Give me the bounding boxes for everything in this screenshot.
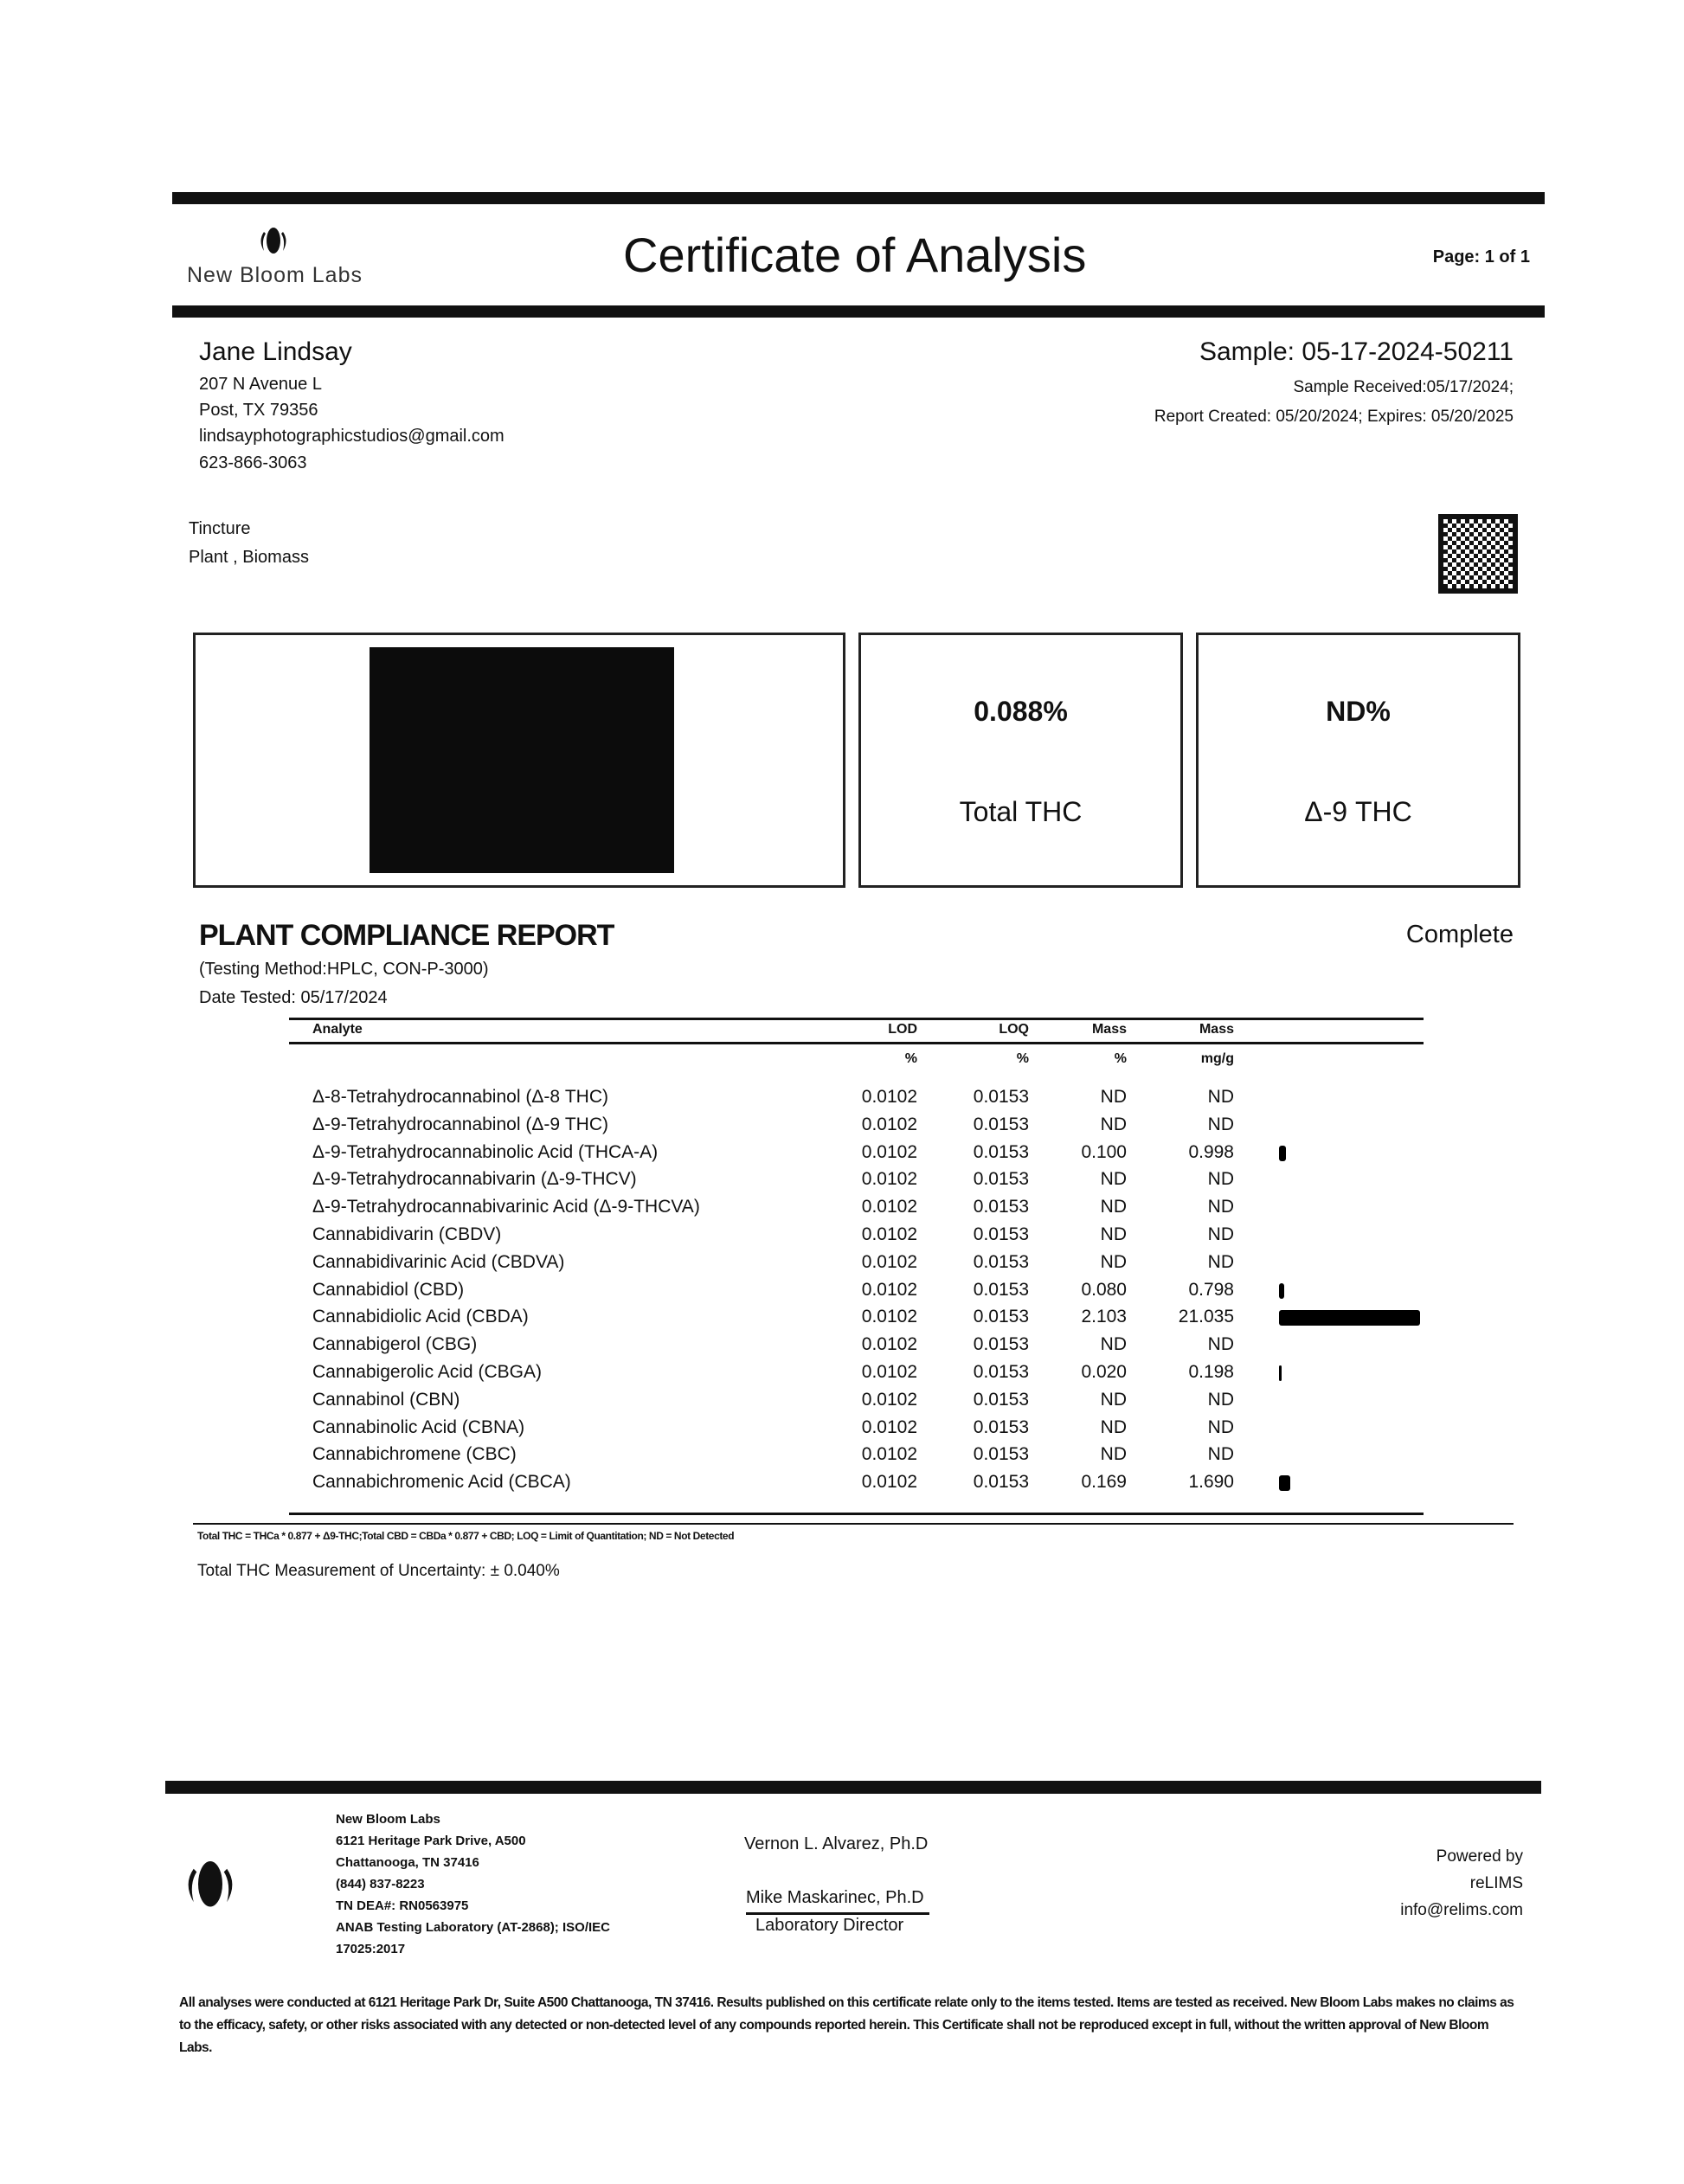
loq-value: 0.0153 <box>973 1141 1029 1162</box>
lod-value: 0.0102 <box>861 1307 917 1327</box>
table-row <box>0 1142 1684 1170</box>
mass-pct-value: ND <box>1100 1114 1127 1134</box>
col-analyte: Analyte <box>312 1022 363 1037</box>
analyte-name: Δ-9-Tetrahydrocannabivarin (Δ-9-THCV) <box>312 1169 637 1190</box>
loq-value: 0.0153 <box>973 1416 1029 1437</box>
sample-category: Plant , Biomass <box>189 548 309 567</box>
table-header-rule <box>289 1042 1424 1044</box>
lod-value: 0.0102 <box>861 1472 917 1493</box>
signer-2: Mike Maskarinec, Ph.D <box>746 1888 924 1907</box>
unit-mass-pct: % <box>1114 1051 1127 1066</box>
table-row <box>0 1224 1684 1252</box>
col-mass-mgg: Mass <box>1199 1022 1234 1037</box>
mass-mgg-value: ND <box>1207 1334 1234 1355</box>
table-row <box>0 1390 1684 1417</box>
concentration-bar <box>1279 1310 1420 1326</box>
footer-lab-line: ANAB Testing Laboratory (AT-2868); ISO/IEC <box>336 1920 610 1935</box>
lod-value: 0.0102 <box>861 1114 917 1134</box>
mass-pct-value: ND <box>1100 1169 1127 1190</box>
testing-method: (Testing Method:HPLC, CON-P-3000) <box>199 960 489 979</box>
analyte-name: Cannabidiolic Acid (CBDA) <box>312 1307 529 1327</box>
analyte-name: Δ-9-Tetrahydrocannabinolic Acid (THCA-A) <box>312 1141 659 1162</box>
lod-value: 0.0102 <box>861 1334 917 1355</box>
col-lod: LOD <box>888 1022 917 1037</box>
sample-id: Sample: 05-17-2024-50211 <box>1199 337 1514 366</box>
footer-logo-icon <box>180 1857 241 1918</box>
lod-value: 0.0102 <box>861 1224 917 1244</box>
mass-pct-value: ND <box>1100 1389 1127 1410</box>
lod-value: 0.0102 <box>861 1362 917 1382</box>
report-dates: Report Created: 05/20/2024; Expires: 05/20/2025 <box>1154 408 1514 426</box>
d9-thc-box <box>1196 633 1520 888</box>
lod-value: 0.0102 <box>861 1416 917 1437</box>
mass-pct-value: ND <box>1100 1224 1127 1244</box>
report-title: PLANT COMPLIANCE REPORT <box>199 919 614 952</box>
table-row <box>0 1280 1684 1307</box>
mass-pct-value: 0.100 <box>1081 1141 1127 1162</box>
table-row <box>0 1169 1684 1197</box>
mass-mgg-value: 0.998 <box>1188 1141 1234 1162</box>
footer-rule <box>165 1781 1541 1794</box>
table-row <box>0 1197 1684 1224</box>
loq-value: 0.0153 <box>973 1087 1029 1107</box>
loq-value: 0.0153 <box>973 1114 1029 1134</box>
date-tested: Date Tested: 05/17/2024 <box>199 988 388 1007</box>
analyte-name: Cannabidivarinic Acid (CBDVA) <box>312 1251 565 1272</box>
mass-pct-value: 2.103 <box>1081 1307 1127 1327</box>
mass-mgg-value: ND <box>1207 1444 1234 1465</box>
d9-thc-label: Δ-9 THC <box>1304 796 1412 827</box>
client-name: Jane Lindsay <box>199 337 352 366</box>
mass-mgg-value: ND <box>1207 1114 1234 1134</box>
d9-thc-value: ND% <box>1326 696 1391 727</box>
mass-mgg-value: 0.798 <box>1188 1279 1234 1300</box>
mass-pct-value: ND <box>1100 1251 1127 1272</box>
unit-mass-mgg: mg/g <box>1200 1051 1234 1066</box>
table-row <box>0 1362 1684 1390</box>
report-status: Complete <box>1405 921 1514 948</box>
mass-mgg-value: ND <box>1207 1389 1234 1410</box>
loq-value: 0.0153 <box>973 1279 1029 1300</box>
mass-pct-value: ND <box>1100 1087 1127 1107</box>
mass-pct-value: 0.080 <box>1081 1279 1127 1300</box>
table-row <box>0 1417 1684 1445</box>
signer-1: Vernon L. Alvarez, Ph.D <box>744 1834 929 1853</box>
loq-value: 0.0153 <box>973 1307 1029 1327</box>
mass-pct-value: ND <box>1100 1197 1127 1217</box>
loq-value: 0.0153 <box>973 1197 1029 1217</box>
table-row <box>0 1334 1684 1362</box>
signature-rule <box>746 1912 929 1915</box>
table-row <box>0 1252 1684 1280</box>
sample-received: Sample Received:05/17/2024; <box>1293 378 1514 396</box>
total-thc-label: Total THC <box>959 796 1083 827</box>
document-title: Certificate of Analysis <box>623 228 1087 282</box>
table-top-rule <box>289 1018 1424 1020</box>
top-rule <box>172 192 1545 204</box>
mass-mgg-value: 21.035 <box>1178 1307 1234 1327</box>
total-thc-box <box>858 633 1183 888</box>
loq-value: 0.0153 <box>973 1251 1029 1272</box>
analyte-name: Cannabigerolic Acid (CBGA) <box>312 1362 542 1382</box>
analyte-name: Δ-9-Tetrahydrocannabivarinic Acid (Δ-9-THCVA) <box>312 1197 700 1217</box>
total-thc-value: 0.088% <box>974 696 1068 727</box>
concentration-bar <box>1279 1475 1290 1491</box>
mass-mgg-value: ND <box>1207 1224 1234 1244</box>
signer-2-title: Laboratory Director <box>755 1916 904 1935</box>
unit-lod: % <box>904 1051 917 1066</box>
client-email: lindsayphotographicstudios@gmail.com <box>199 427 505 446</box>
table-bottom-rule <box>289 1513 1424 1515</box>
table-units-row <box>0 1051 1684 1079</box>
footer-lab-line: New Bloom Labs <box>336 1812 440 1827</box>
footnote-rule <box>193 1523 1514 1525</box>
lod-value: 0.0102 <box>861 1087 917 1107</box>
mass-mgg-value: 0.198 <box>1188 1362 1234 1382</box>
uncertainty: Total THC Measurement of Uncertainty: ± 0.040% <box>197 1562 560 1580</box>
analyte-name: Δ-9-Tetrahydrocannabinol (Δ-9 THC) <box>312 1114 609 1134</box>
mass-mgg-value: ND <box>1207 1251 1234 1272</box>
table-row <box>0 1307 1684 1334</box>
analyte-name: Cannabidivarin (CBDV) <box>312 1224 502 1244</box>
lod-value: 0.0102 <box>861 1169 917 1190</box>
unit-loq: % <box>1016 1051 1029 1066</box>
concentration-bar <box>1279 1146 1286 1161</box>
header-rule <box>172 305 1545 318</box>
mass-mgg-value: ND <box>1207 1087 1234 1107</box>
mass-mgg-value: 1.690 <box>1188 1472 1234 1493</box>
disclaimer: All analyses were conducted at 6121 Heritage Park Dr, Suite A500 Chattanooga, TN 37416. Results published on this certificate relate only to the items tested. Items are tested as received. New Bloom Labs makes no claims as to the efficacy, safety, or other risks associated with any detected or non-detected level of any compounds reported herein. This Certificate shall not be reproduced except in full, without the written approval of New Bloom Labs. <box>179 1995 1514 2055</box>
loq-value: 0.0153 <box>973 1334 1029 1355</box>
concentration-bar <box>1279 1365 1282 1381</box>
footer-lab-line: (844) 837-8223 <box>336 1877 425 1892</box>
table-row <box>0 1087 1684 1114</box>
analyte-name: Δ-8-Tetrahydrocannabinol (Δ-8 THC) <box>312 1087 609 1107</box>
loq-value: 0.0153 <box>973 1389 1029 1410</box>
lod-value: 0.0102 <box>861 1141 917 1162</box>
lod-value: 0.0102 <box>861 1389 917 1410</box>
lod-value: 0.0102 <box>861 1444 917 1465</box>
mass-mgg-value: ND <box>1207 1416 1234 1437</box>
mass-pct-value: ND <box>1100 1416 1127 1437</box>
client-phone: 623-866-3063 <box>199 453 307 472</box>
powered-by: Powered by <box>1436 1847 1523 1866</box>
mass-mgg-value: ND <box>1207 1197 1234 1217</box>
powered-email[interactable]: info@relims.com <box>1400 1901 1523 1919</box>
loq-value: 0.0153 <box>973 1362 1029 1382</box>
mass-pct-value: 0.020 <box>1081 1362 1127 1382</box>
analyte-name: Cannabinol (CBN) <box>312 1389 460 1410</box>
lod-value: 0.0102 <box>861 1279 917 1300</box>
analyte-name: Cannabichromenic Acid (CBCA) <box>312 1472 571 1493</box>
mass-pct-value: ND <box>1100 1444 1127 1465</box>
table-row <box>0 1444 1684 1472</box>
table-footnote: Total THC = THCa * 0.877 + Δ9-THC;Total CBD = CBDa * 0.877 + CBD; LOQ = Limit of Quantitation; ND = Not Detected <box>197 1530 735 1542</box>
table-row <box>0 1114 1684 1142</box>
page-number: Page: 1 of 1 <box>1432 247 1530 267</box>
loq-value: 0.0153 <box>973 1472 1029 1493</box>
mass-mgg-value: ND <box>1207 1169 1234 1190</box>
sample-photo <box>370 647 674 873</box>
lod-value: 0.0102 <box>861 1197 917 1217</box>
powered-name: reLIMS <box>1469 1874 1523 1892</box>
col-loq: LOQ <box>999 1022 1029 1037</box>
loq-value: 0.0153 <box>973 1169 1029 1190</box>
analyte-name: Cannabichromene (CBC) <box>312 1444 517 1465</box>
client-address-2: Post, TX 79356 <box>199 401 318 420</box>
footer-lab-line: TN DEA#: RN0563975 <box>336 1898 469 1913</box>
lab-name: New Bloom Labs <box>187 263 363 287</box>
sample-type: Tincture <box>189 519 251 538</box>
col-mass-pct: Mass <box>1091 1022 1127 1037</box>
sample-photo-box <box>193 633 845 888</box>
analyte-name: Cannabinolic Acid (CBNA) <box>312 1416 525 1437</box>
table-header-row <box>0 1022 1684 1050</box>
loq-value: 0.0153 <box>973 1444 1029 1465</box>
footer-lab-line: 17025:2017 <box>336 1942 406 1956</box>
table-row <box>0 1472 1684 1500</box>
footer-lab-line: Chattanooga, TN 37416 <box>336 1855 479 1870</box>
concentration-bar <box>1279 1283 1284 1299</box>
logo-icon <box>256 227 291 260</box>
loq-value: 0.0153 <box>973 1224 1029 1244</box>
client-address-1: 207 N Avenue L <box>199 375 322 394</box>
analyte-name: Cannabigerol (CBG) <box>312 1334 478 1355</box>
mass-pct-value: 0.169 <box>1081 1472 1127 1493</box>
qr-code-icon[interactable] <box>1438 514 1518 594</box>
footer-lab-line: 6121 Heritage Park Drive, A500 <box>336 1834 526 1848</box>
analyte-name: Cannabidiol (CBD) <box>312 1279 465 1300</box>
lod-value: 0.0102 <box>861 1251 917 1272</box>
mass-pct-value: ND <box>1100 1334 1127 1355</box>
